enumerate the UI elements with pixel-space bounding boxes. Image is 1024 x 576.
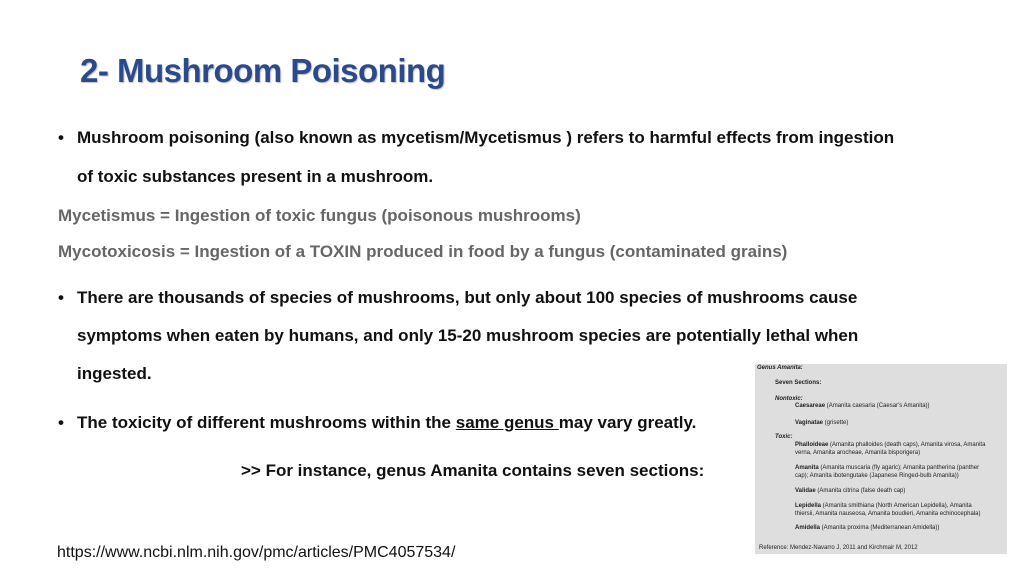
- definition-mycotoxicosis: Mycotoxicosis = Ingestion of a TOXIN produced in food by a fungus (contaminated grains): [58, 242, 788, 261]
- figure-heading: Genus Amanita:: [757, 365, 803, 371]
- figure-amidella: Amidella (Amanita proxima (Mediterranean Amidella)): [795, 525, 940, 531]
- figure-caesareae: Caesareae (Amanita caesaria (Caesar's Amanita)): [795, 403, 930, 409]
- bullet-icon: •: [58, 128, 64, 147]
- bullet-toxicity-genus: [58, 403, 758, 442]
- instance-note: >> For instance, genus Amanita contains seven sections:: [241, 461, 705, 480]
- bullet-line: There are thousands of species of mushrooms, but only about 100 species of mushrooms cause: [77, 288, 858, 307]
- figure-amanita: Amanita (Amanita muscaria (fly agaric); Amanita pantherina (panther: [795, 465, 980, 471]
- figure-reference: Reference: Mendez-Navarro J, 2011 and Kirchmair M, 2012: [759, 545, 918, 551]
- figure-lepidella-cont: thiersii, Amanita nauseosa, Amanita boudieri, Amanita echinocephala): [795, 511, 981, 517]
- definition-mycetismus: Mycetismus = Ingestion of toxic fungus (poisonous mushrooms): [58, 206, 581, 225]
- figure-phalloideae-cont: verna, Amanita arocheae, Amanita bisporigera): [795, 450, 921, 456]
- text-before: The toxicity of different mushrooms within the: [77, 413, 456, 432]
- bullet-line: of toxic substances present in a mushroom.: [77, 167, 434, 186]
- bullet-icon: •: [58, 288, 64, 307]
- text-after: may vary greatly.: [558, 413, 697, 432]
- bullet-line: [77, 403, 696, 442]
- figure-vaginatae: Vaginatae (grisette): [795, 420, 849, 426]
- slide-title: 2- Mushroom Poisoning: [80, 52, 446, 89]
- figure-nontoxic-label: Nontoxic:: [775, 396, 803, 402]
- bullet-line: Mushroom poisoning (also known as mycetism/Mycetismus ) refers to harmful effects from ingestion: [77, 128, 895, 147]
- bullet-line: ingested.: [77, 364, 152, 383]
- figure-amanita-cont: cap); Amanita ibotengutake (Japanese Ringed-bulb Amanita)): [795, 473, 959, 479]
- underlined-same-genus: same genus: [455, 413, 559, 432]
- amanita-sections-figure: [755, 364, 1007, 554]
- figure-lepidella: Lepidella (Amanita smithiana (North American Lepidella), Amanita: [795, 503, 972, 509]
- figure-toxic-label: Toxic:: [775, 434, 793, 440]
- bullet-line: symptoms when eaten by humans, and only 15-20 mushroom species are potentially lethal when: [77, 326, 859, 345]
- figure-validae: Validae (Amanita citrina (false death cap): [795, 488, 906, 494]
- source-url[interactable]: https://www.ncbi.nlm.nih.gov/pmc/articles/PMC4057534/: [57, 544, 456, 561]
- figure-phalloideae: Phalloideae (Amanita phalloides (death caps), Amanita virosa, Amanita: [795, 442, 986, 448]
- figure-seven-sections: Seven Sections:: [775, 380, 822, 386]
- bullet-icon: •: [58, 413, 64, 432]
- bullet-mushroom-poisoning: [58, 118, 998, 196]
